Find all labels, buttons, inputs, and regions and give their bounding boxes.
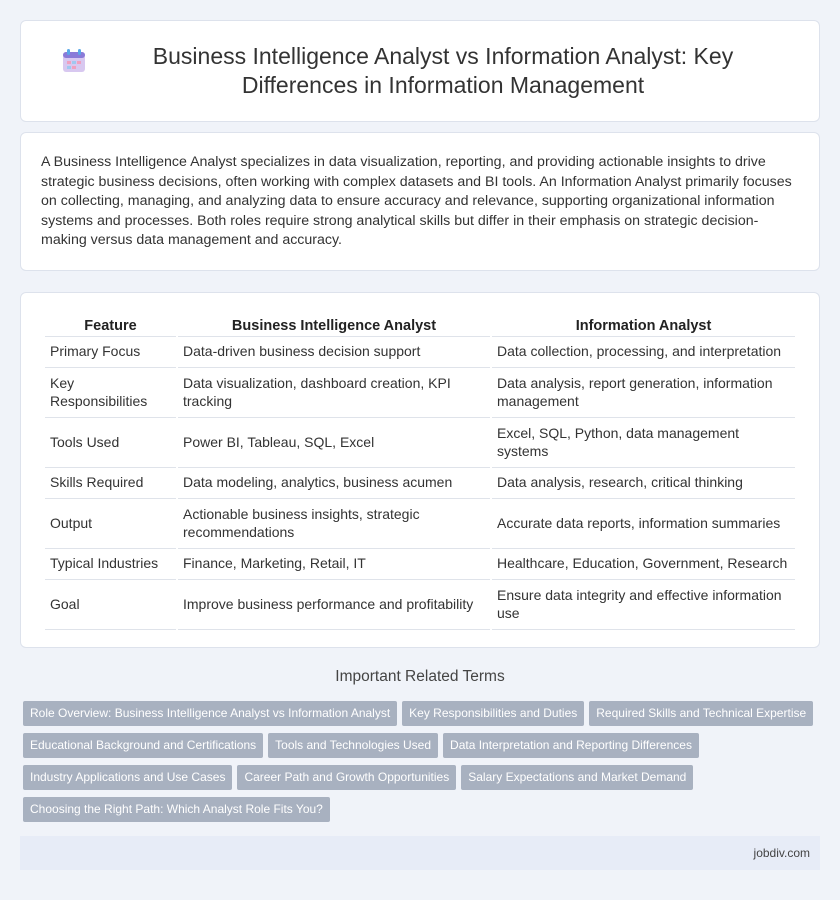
related-term-tag[interactable]: Educational Background and Certifications <box>23 733 263 758</box>
footer <box>20 836 820 870</box>
table-row <box>45 549 795 580</box>
table-cell: Key Responsibilities <box>45 368 176 418</box>
table-header: Business Intelligence Analyst <box>178 315 490 337</box>
table-cell: Output <box>45 499 176 549</box>
table-row <box>45 368 795 418</box>
table-cell: Data modeling, analytics, business acumen <box>178 468 490 499</box>
footer-site[interactable]: jobdiv.com <box>753 846 810 860</box>
table-header: Information Analyst <box>492 315 795 337</box>
related-term-tag[interactable]: Salary Expectations and Market Demand <box>461 765 693 790</box>
related-terms-title: Important Related Terms <box>335 668 505 685</box>
table-cell: Data analysis, report generation, information management <box>492 368 795 418</box>
intro-text: A Business Intelligence Analyst specializes in data visualization, reporting, and providing actionable insights to drive strategic business decisions, often working with complex datasets and BI tools. An Information Analyst primarily focuses on collecting, managing, and analyzing data to ensure accuracy and relevance, supporting organizational information systems and processes. Both roles require strong analytical skills but differ in their emphasis on strategic decision-making versus data management and accuracy. <box>41 154 792 248</box>
table-cell: Healthcare, Education, Government, Research <box>492 549 795 580</box>
related-term-tag[interactable]: Choosing the Right Path: Which Analyst Role Fits You? <box>23 797 330 822</box>
table-cell: Actionable business insights, strategic recommendations <box>178 499 490 549</box>
table-row <box>45 499 795 549</box>
table-header: Feature <box>45 315 176 337</box>
table-cell: Typical Industries <box>45 549 176 580</box>
intro-card <box>20 132 820 271</box>
page-title: Business Intelligence Analyst vs Information Analyst: Key Differences in Information Management <box>152 43 734 98</box>
table-cell: Primary Focus <box>45 337 176 368</box>
table-cell: Ensure data integrity and effective information use <box>492 580 795 630</box>
table-cell: Tools Used <box>45 418 176 468</box>
related-term-tag[interactable]: Required Skills and Technical Expertise <box>589 701 813 726</box>
table-cell: Improve business performance and profitability <box>178 580 490 630</box>
related-term-tag[interactable]: Industry Applications and Use Cases <box>23 765 232 790</box>
table-cell: Accurate data reports, information summaries <box>492 499 795 549</box>
related-term-tag[interactable]: Tools and Technologies Used <box>268 733 438 758</box>
title-card <box>20 20 820 122</box>
related-term-tag[interactable]: Key Responsibilities and Duties <box>402 701 584 726</box>
related-terms-list <box>23 701 823 829</box>
table-cell: Skills Required <box>45 468 176 499</box>
table-cell: Finance, Marketing, Retail, IT <box>178 549 490 580</box>
related-term-tag[interactable]: Data Interpretation and Reporting Differences <box>443 733 699 758</box>
table-row <box>45 468 795 499</box>
table-cell: Data collection, processing, and interpretation <box>492 337 795 368</box>
related-term-tag[interactable]: Role Overview: Business Intelligence Analyst vs Information Analyst <box>23 701 397 726</box>
table-row <box>45 580 795 630</box>
table-row <box>45 337 795 368</box>
related-term-tag[interactable]: Career Path and Growth Opportunities <box>237 765 456 790</box>
comparison-card <box>20 292 820 648</box>
table-cell: Data analysis, research, critical thinking <box>492 468 795 499</box>
table-row <box>45 418 795 468</box>
title-wrap <box>21 42 819 100</box>
calendar-icon <box>61 48 87 74</box>
table-cell: Goal <box>45 580 176 630</box>
table-cell: Data visualization, dashboard creation, KPI tracking <box>178 368 490 418</box>
table-cell: Excel, SQL, Python, data management systems <box>492 418 795 468</box>
table-header-row <box>45 315 795 337</box>
table-cell: Data-driven business decision support <box>178 337 490 368</box>
comparison-table <box>43 315 797 630</box>
table-cell: Power BI, Tableau, SQL, Excel <box>178 418 490 468</box>
